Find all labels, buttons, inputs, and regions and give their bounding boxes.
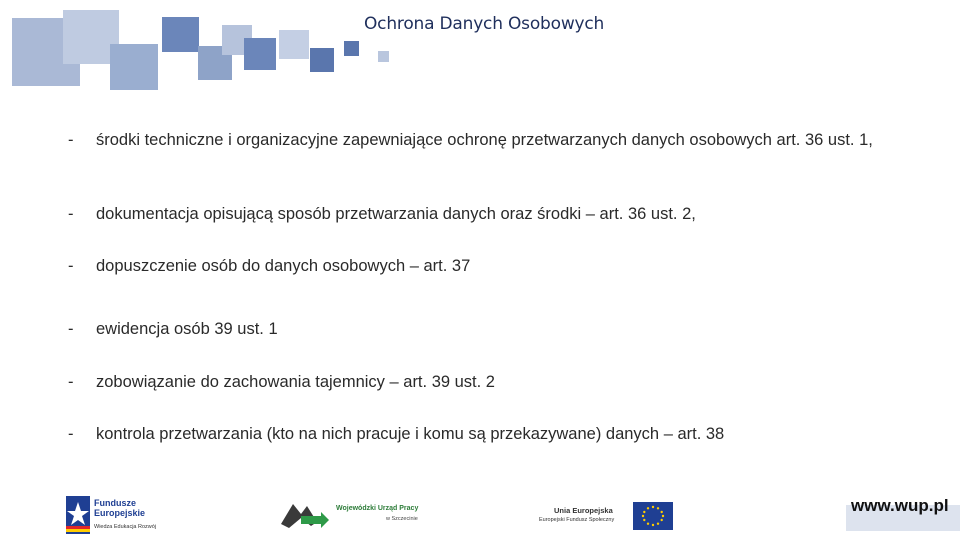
wup-logo <box>281 500 431 530</box>
fe-logo-line3: Wiedza Edukacja Rozwój <box>94 524 157 530</box>
bullet-text: kontrola przetwarzania (kto na nich pracuje i komu są przekazywane) danych – art. 38 <box>96 425 725 443</box>
wup-logo-line2: w Szczecinie <box>386 516 418 522</box>
ue-logo-line1: Unia Europejska <box>554 506 613 515</box>
bullet-dash: - <box>68 373 74 391</box>
page-title: Ochrona Danych Osobowych <box>364 14 605 34</box>
fe-logo-line1: Fundusze <box>94 498 136 508</box>
bullet-text: środki techniczne i organizacyjne zapewniające ochronę przetwarzanych danych osobowych art. 36 ust. 1, <box>96 131 873 149</box>
ue-logo-line2: Europejski Fundusz Społeczny <box>539 517 615 523</box>
decor-square <box>344 41 359 56</box>
footer-logos <box>0 488 960 540</box>
fe-star-icon <box>66 496 90 534</box>
list-item <box>68 204 918 225</box>
bullet-text: dopuszczenie osób do danych osobowych – art. 37 <box>96 257 471 275</box>
bullet-dash: - <box>68 131 74 149</box>
list-item <box>68 319 918 340</box>
bullet-dash: - <box>68 205 74 223</box>
wup-logo-line1: Wojewódzki Urząd Pracy <box>336 505 419 512</box>
decor-square <box>110 44 158 90</box>
bullet-dash: - <box>68 425 74 443</box>
fe-logo-line2: Europejskie <box>94 508 146 518</box>
decor-square <box>378 51 389 62</box>
unia-europejska-logo <box>537 501 677 531</box>
list-item <box>68 130 918 151</box>
list-item <box>68 372 918 393</box>
list-item <box>68 424 918 445</box>
website-url[interactable]: www.wup.pl <box>851 496 949 515</box>
bullet-text: zobowiązanie do zachowania tajemnicy – art. 39 ust. 2 <box>96 373 495 391</box>
bullet-dash: - <box>68 257 74 275</box>
bullet-dash: - <box>68 320 74 338</box>
bullet-text: ewidencja osób 39 ust. 1 <box>96 320 278 338</box>
eu-flag-icon <box>633 502 673 530</box>
fundusze-europejskie-logo <box>66 496 176 536</box>
decor-square <box>244 38 276 70</box>
decor-square <box>279 30 309 59</box>
decor-square <box>310 48 334 72</box>
bullet-text: dokumentacja opisującą sposób przetwarzania danych oraz środki – art. 36 ust. 2, <box>96 205 696 223</box>
decor-square <box>162 17 199 52</box>
list-item <box>68 256 918 277</box>
wup-emblem-icon <box>281 500 329 530</box>
